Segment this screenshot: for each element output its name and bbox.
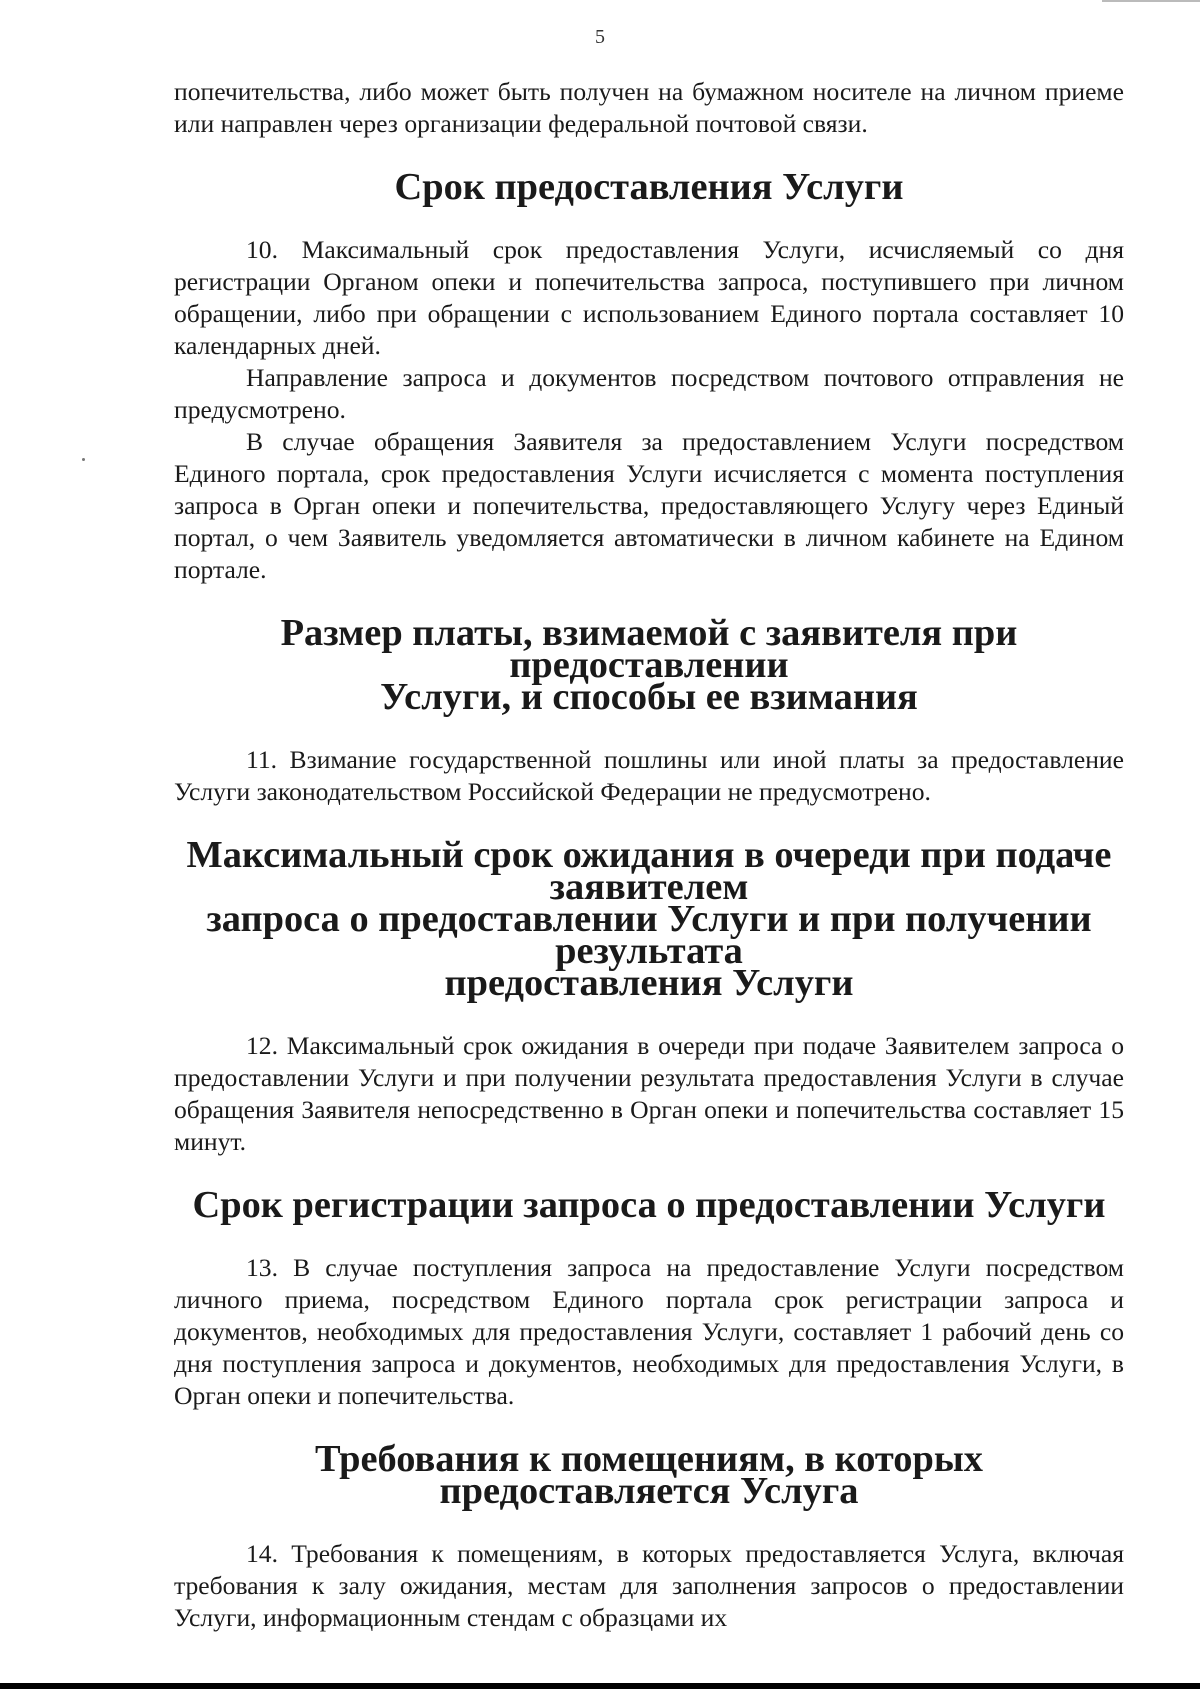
paragraph-14: 14. Требования к помещениям, в которых предоставляется Услуга, включая требования к залу ожидания, местам для заполнения запросов о предоставлении Услуги, информационным стендам с образцами их	[174, 1539, 1124, 1632]
page-number: 5	[595, 26, 605, 48]
paragraph-portal-term: В случае обращения Заявителя за предоставлением Услуги посредством Единого портала, срок предоставления Услуги исчисляется с момента поступления запроса в Орган опеки и попечительства, предоставляющего Услугу через Единый портал, о чем Заявитель уведомляется автоматически в личном кабинете на Едином портале.	[174, 427, 1124, 584]
paragraph-postal-not-provided: Направление запроса и документов посредством почтового отправления не предусмотрено.	[174, 363, 1124, 424]
document-body	[174, 76, 1124, 1634]
paragraph-continuation: попечительства, либо может быть получен на бумажном носителе на личном приеме или направлен через организации федеральной почтовой связи.	[174, 77, 1124, 138]
heading-line: Размер платы, взимаемой с заявителя при предоставлении	[280, 612, 1018, 686]
heading-line: Услуги, и способы ее взимания	[380, 676, 918, 718]
scan-bottom-border	[0, 1683, 1200, 1689]
section-heading-service-term: Срок предоставления Услуги	[394, 166, 904, 208]
paragraph-11: 11. Взимание государственной пошлины или иной платы за предоставление Услуги законодательством Российской Федерации не предусмотрено.	[174, 745, 1124, 806]
section-heading-fee	[174, 612, 1124, 718]
heading-line: запроса о предоставлении Услуги и при получении результата	[206, 898, 1092, 972]
scan-edge-mark	[1102, 0, 1200, 2]
paragraph-10: 10. Максимальный срок предоставления Услуги, исчисляемый со дня регистрации Органом опеки и попечительства запроса, поступившего при личном обращении, либо при обращении с использованием Единого портала составляет 10 календарных дней.	[174, 235, 1124, 360]
section-heading-registration-term: Срок регистрации запроса о предоставлении Услуги	[192, 1184, 1106, 1226]
heading-line: предоставления Услуги	[444, 962, 854, 1004]
paragraph-13: 13. В случае поступления запроса на предоставление Услуги посредством личного приема, посредством Единого портала срок регистрации запроса и документов, необходимых для предоставления Услуги, составляет 1 рабочий день со дня поступления запроса и документов, необходимых для предоставления Услуги, в Орган опеки и попечительства.	[174, 1253, 1124, 1410]
scan-speck	[82, 458, 85, 461]
section-heading-queue-wait	[174, 834, 1124, 1004]
section-heading-premises: Требования к помещениям, в которых предоставляется Услуга	[315, 1438, 983, 1512]
paragraph-12: 12. Максимальный срок ожидания в очереди при подаче Заявителем запроса о предоставлении Услуги и при получении результата предоставления Услуги в случае обращения Заявителя непосредственно в Орган опеки и попечительства составляет 15 минут.	[174, 1031, 1124, 1156]
heading-line: Максимальный срок ожидания в очереди при подаче заявителем	[186, 834, 1112, 908]
